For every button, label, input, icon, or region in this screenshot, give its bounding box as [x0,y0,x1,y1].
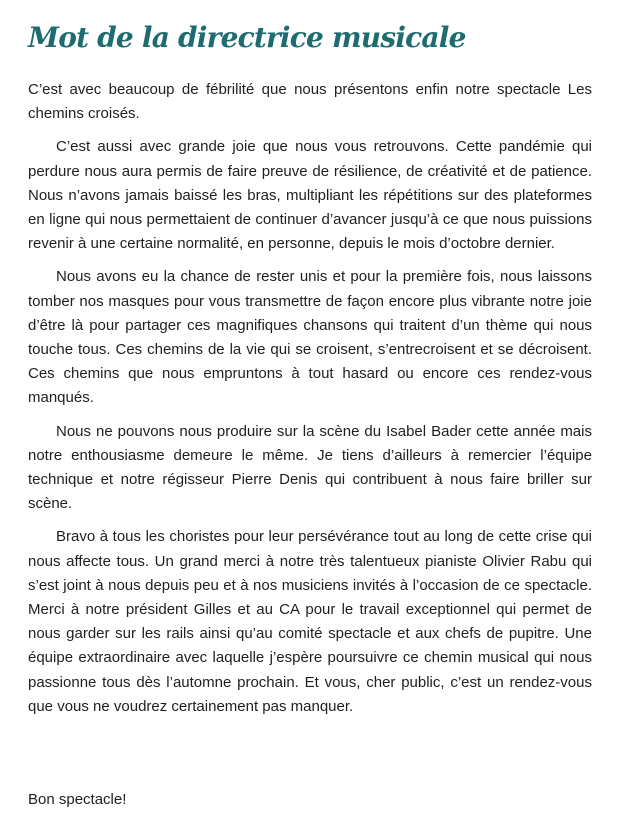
paragraph-masks: Nous avons eu la chance de rester unis et pour la première fois, nous laissons tomber nos masques pour vous transmettre de façon encore plus vibrante notre joie d’être là pour partager ces magnifiques chansons qui traitent d’un thème qui nous touche tous. Ces chemins de la vie qui se croisent, s’entrecroisent et se décroisent. Ces chemins que nous empruntons à tout hasard ou encore ces rendez-vous manqués. [28,268,592,407]
closing-line: Bon spectacle! [28,791,127,808]
paragraph-pandemic: C’est aussi avec grande joie que nous vous retrouvons. Cette pandémie qui perdure nous aura permis de faire preuve de résilience, de créativité et de patience. Nous n’avons jamais baissé les bras, multipliant les répétitions sur des plateformes en ligne qui nous permettaient de continuer d’avancer jusqu’à ce que nous puissions revenir à une certaine normalité, en personne, depuis le mois d’octobre dernier. [28,138,592,253]
page-title: Mot de la directrice musicale [28,21,466,54]
paragraph-thanks: Bravo à tous les choristes pour leur persévérance tout au long de cette crise qui nous affecte tous. Un grand merci à notre très talentueux pianiste Olivier Rabu qui s’est joint à nous depuis peu et à nos musiciens invités à l’occasion de ce spectacle. Merci à notre président Gilles et au CA pour le travail exceptionnel qui permet de nous garder sur les rails ainsi qu’au comité spectacle et aux chefs de pupitre. Une équipe extraordinaire avec laquelle j’espère poursuivre ce chemin musical qui nous passionne tous dès l’automne prochain. Et vous, cher public, c’est un rendez-vous que vous ne voudrez certainement pas manquer. [28,528,592,715]
paragraph-intro: C’est avec beaucoup de fébrilité que nous présentons enfin notre spectacle Les chemins croisés. [28,81,592,123]
letter-body [28,78,592,728]
paragraph-venue: Nous ne pouvons nous produire sur la scène du Isabel Bader cette année mais notre enthousiasme demeure le même. Je tiens d’ailleurs à remercier l’équipe technique et notre régisseur Pierre Denis qui contribuent à nous faire briller sur scène. [28,422,592,513]
